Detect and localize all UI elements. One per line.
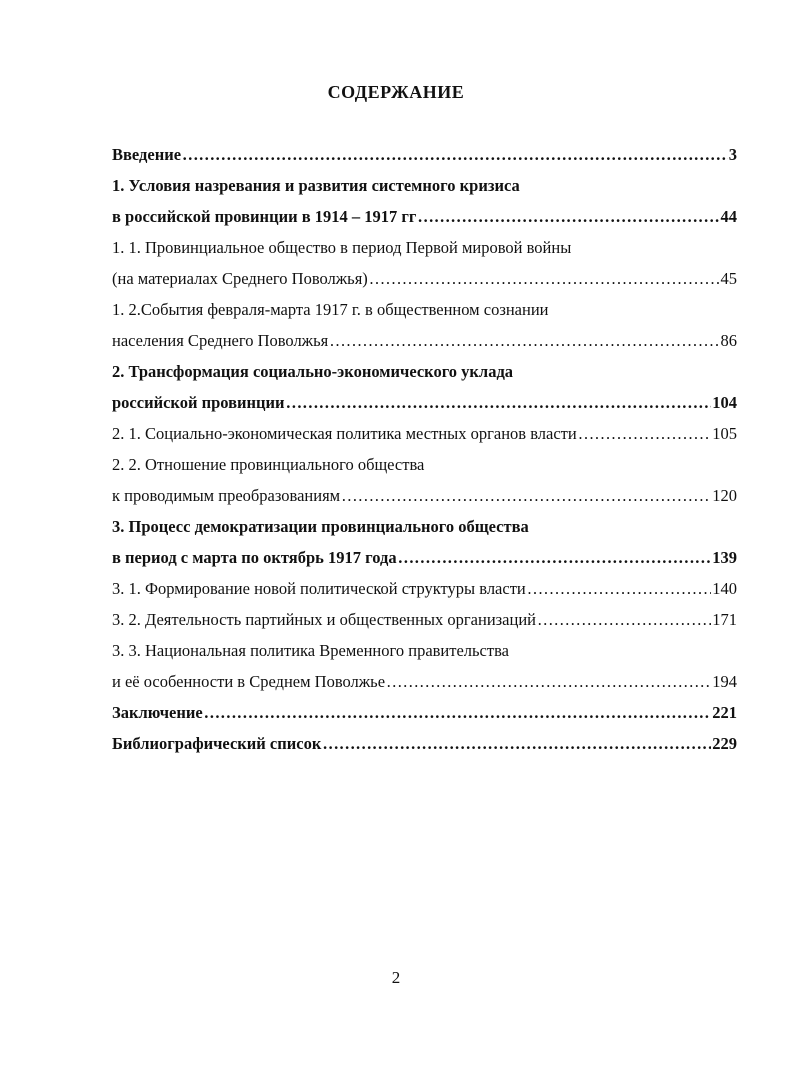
toc-entry-text: к проводимым преобразованиям xyxy=(112,486,341,505)
toc-entry-text: 1. 2.События февраля-марта 1917 г. в общественном сознании xyxy=(112,300,549,319)
toc-page-number: 104 xyxy=(712,393,737,412)
toc-entry-chapter-3-line-1 xyxy=(112,517,737,541)
toc-page-number: 140 xyxy=(712,579,737,598)
toc-entry-text: 2. 1. Социально-экономическая политика местных органов власти xyxy=(112,424,577,443)
toc-page-number: 44 xyxy=(720,207,737,226)
toc-page-number: 86 xyxy=(720,331,737,350)
toc-entry-section-3-3-line-1 xyxy=(112,641,737,665)
toc-entry-section-1-1 xyxy=(112,269,737,293)
leader-dots xyxy=(386,672,711,692)
toc-page-number: 105 xyxy=(712,424,737,443)
toc-entry-chapter-3 xyxy=(112,548,737,572)
toc-entry-section-2-2 xyxy=(112,486,737,510)
leader-dots xyxy=(341,486,711,506)
leader-dots xyxy=(322,734,711,754)
toc-page-number: 171 xyxy=(712,610,737,629)
toc-entry-text: 3. 3. Национальная политика Временного правительства xyxy=(112,641,509,660)
toc-entry-section-2-1 xyxy=(112,424,737,448)
leader-dots xyxy=(204,703,712,723)
page-number: 2 xyxy=(391,968,401,987)
toc-entry-text: 1. Условия назревания и развития системного кризиса xyxy=(112,176,520,195)
toc-entry-section-3-3 xyxy=(112,672,737,696)
page-title: СОДЕРЖАНИЕ xyxy=(327,82,465,102)
toc-entry-bibliography xyxy=(112,734,737,758)
toc-entry-text: российской провинции xyxy=(112,393,285,412)
leader-dots xyxy=(286,393,712,413)
toc-entry-section-1-2-line-1 xyxy=(112,300,737,324)
toc-entry-text: населения Среднего Поволжья xyxy=(112,331,329,350)
toc-entry-text: 2. Трансформация социально-экономического уклада xyxy=(112,362,514,381)
toc-page-number: 120 xyxy=(712,486,737,505)
toc-entry-text: (на материалах Среднего Поволжья) xyxy=(112,269,368,288)
toc-page-number: 194 xyxy=(712,672,737,691)
toc-entry-chapter-1 xyxy=(112,207,737,231)
toc-entry-section-2-2-line-1 xyxy=(112,455,737,479)
leader-dots xyxy=(369,269,720,289)
toc-entry-text: 2. 2. Отношение провинциального общества xyxy=(112,455,425,474)
toc-entry-chapter-2-line-1 xyxy=(112,362,737,386)
toc-entry-chapter-1-line-1 xyxy=(112,176,737,200)
leader-dots xyxy=(417,207,719,227)
toc-entry-text: 1. 1. Провинциальное общество в период Первой мировой войны xyxy=(112,238,572,257)
toc-entry-chapter-2 xyxy=(112,393,737,417)
toc-entry-text: 3. 1. Формирование новой политической структуры власти xyxy=(112,579,526,598)
leader-dots xyxy=(182,145,728,165)
toc-entry-text: и её особенности в Среднем Поволжье xyxy=(112,672,386,691)
toc-entry-text: 3. 2. Деятельность партийных и общественных организаций xyxy=(112,610,536,629)
toc-page-number: 45 xyxy=(720,269,737,288)
toc-entry-section-1-2 xyxy=(112,331,737,355)
leader-dots xyxy=(527,579,712,599)
toc-entry-text: в период с марта по октябрь 1917 года xyxy=(112,548,397,567)
toc-entry-section-1-1-line-1 xyxy=(112,238,737,262)
toc-entry-text: в российской провинции в 1914 – 1917 гг xyxy=(112,207,417,226)
toc-entry-text: Заключение xyxy=(112,703,203,722)
leader-dots xyxy=(578,424,712,444)
leader-dots xyxy=(537,610,711,630)
toc-entry-section-3-2 xyxy=(112,610,737,634)
toc-entry-section-3-1 xyxy=(112,579,737,603)
toc-entry-conclusion xyxy=(112,703,737,727)
toc-entry-text: Библиографический список xyxy=(112,734,322,753)
toc-entry-text: Введение xyxy=(112,145,182,164)
toc-page-number: 139 xyxy=(712,548,737,567)
toc-page-number: 221 xyxy=(712,703,737,722)
toc-page-number: 3 xyxy=(728,145,737,164)
leader-dots xyxy=(398,548,712,568)
toc-page-number: 229 xyxy=(712,734,737,753)
toc-entry-text: 3. Процесс демократизации провинциального общества xyxy=(112,517,529,536)
leader-dots xyxy=(329,331,719,351)
toc-entry-intro xyxy=(112,145,737,169)
